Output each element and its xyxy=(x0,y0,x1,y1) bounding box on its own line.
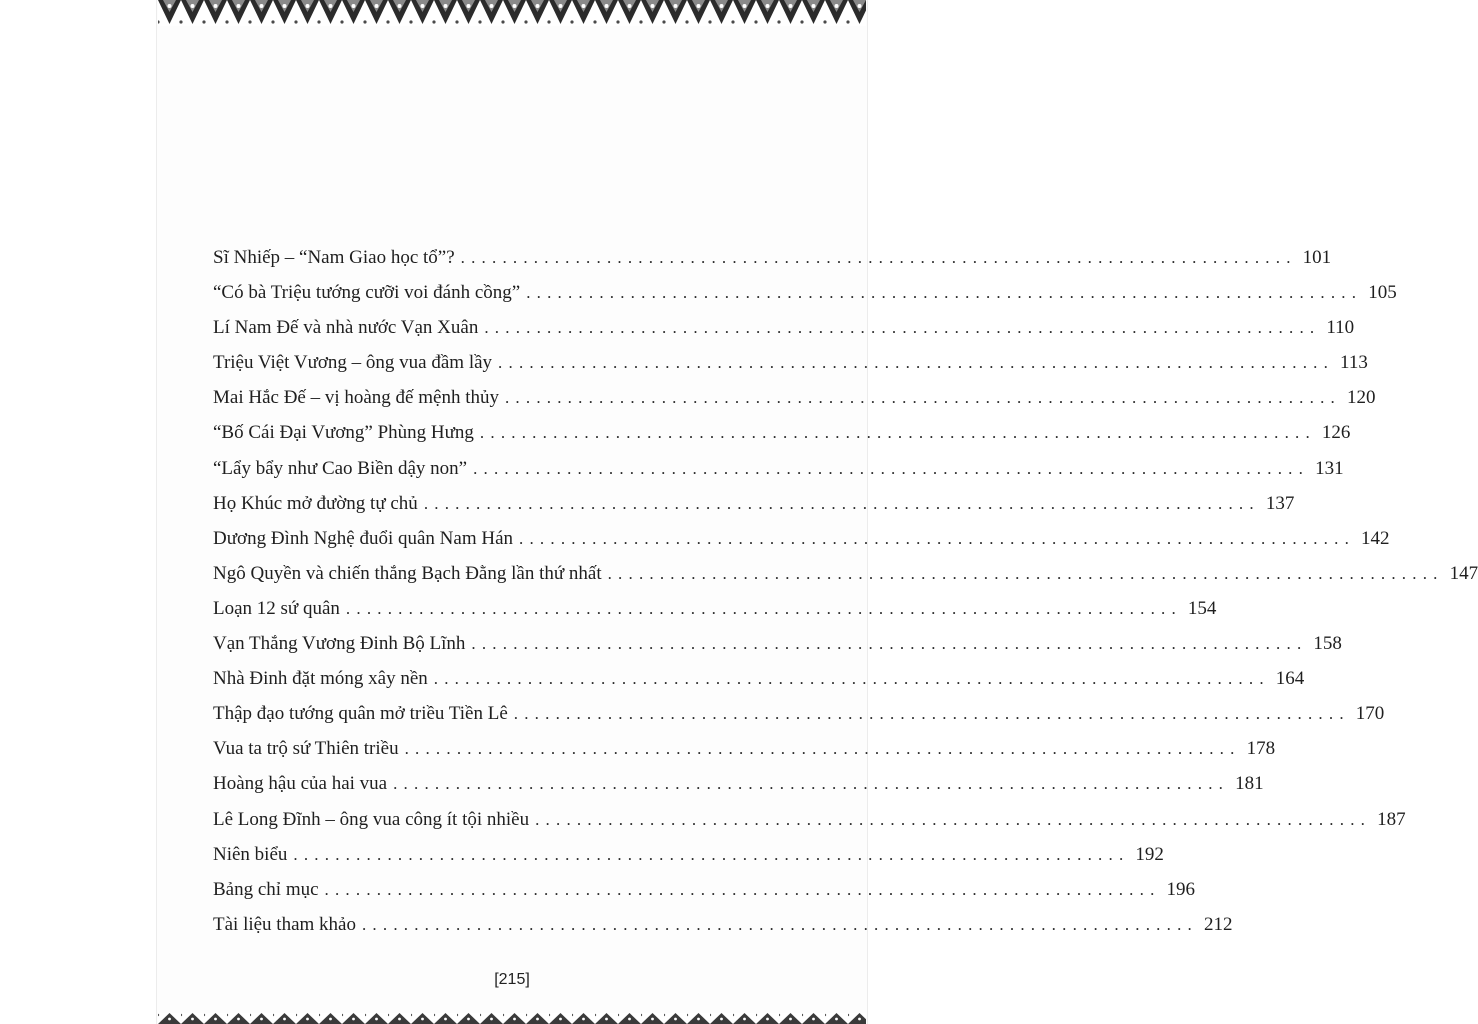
page-edge-left xyxy=(156,0,157,1024)
toc-entry-title: Loạn 12 sứ quân xyxy=(213,597,340,619)
dot-leader: ................................................................................ xyxy=(535,809,1372,829)
toc-entry-page: 142 xyxy=(1361,527,1390,549)
toc-entry-page: 131 xyxy=(1315,457,1344,479)
toc-entry xyxy=(213,451,1344,486)
toc-entry xyxy=(213,345,1368,380)
toc-entry-page: 101 xyxy=(1302,247,1332,268)
toc-entry xyxy=(213,661,1305,696)
toc-entry-title: “Lẩy bẩy như Cao Biền dậy non” xyxy=(213,457,468,479)
toc-entry-page: 164 xyxy=(1275,668,1305,690)
toc-entry-title: “Bố Cái Đại Vương” Phùng Hưng xyxy=(213,422,474,444)
dot-leader: ................................................................................ xyxy=(423,493,1260,513)
toc-entry-title: Tài liệu tham khảo xyxy=(213,913,356,935)
toc-entry-title: “Có bà Triệu tướng cưỡi voi đánh cồng” xyxy=(213,282,521,304)
toc-entry-page: 120 xyxy=(1346,387,1376,409)
toc-entry-page: 126 xyxy=(1321,422,1351,444)
toc-entry-title: Ngô Quyền và chiến thắng Bạch Đằng lần thứ nhất xyxy=(213,562,602,584)
toc-entry-page: 158 xyxy=(1313,633,1342,655)
table-of-contents xyxy=(213,240,1478,942)
dot-leader: ................................................................................ xyxy=(473,458,1310,478)
toc-entry-title: Niên biểu xyxy=(213,843,288,865)
toc-entry xyxy=(213,766,1264,801)
toc-entry-page: 187 xyxy=(1377,808,1406,830)
toc-entry xyxy=(213,486,1295,521)
toc-entry-title: Sĩ Nhiếp – “Nam Giao học tổ”? xyxy=(213,247,455,268)
toc-entry-title: Hoàng hậu của hai vua xyxy=(213,773,388,795)
toc-entry-title: Nhà Đinh đặt móng xây nền xyxy=(213,668,428,690)
toc-entry-title: Vạn Thắng Vương Đinh Bộ Lĩnh xyxy=(213,633,466,655)
toc-entry-page: 105 xyxy=(1368,282,1397,304)
dot-leader: ................................................................................ xyxy=(519,528,1356,548)
toc-entry xyxy=(213,802,1406,837)
toc-entry-page: 137 xyxy=(1265,492,1295,514)
dot-leader: ................................................................................ xyxy=(361,914,1198,934)
toc-entry xyxy=(213,837,1164,872)
dot-leader: ................................................................................ xyxy=(607,563,1444,583)
toc-entry-title: Thập đạo tướng quân mở triều Tiền Lê xyxy=(213,703,508,725)
toc-entry xyxy=(213,696,1385,731)
dot-leader: ................................................................................ xyxy=(345,598,1182,618)
dot-leader: ................................................................................ xyxy=(479,423,1316,443)
dot-leader: ................................................................................ xyxy=(498,353,1335,373)
dot-leader: ................................................................................ xyxy=(460,248,1297,267)
toc-entry-title: Dương Đình Nghệ đuổi quân Nam Hán xyxy=(213,527,514,549)
toc-entry xyxy=(213,380,1376,415)
dot-leader: ................................................................................ xyxy=(404,739,1241,759)
dot-leader: ................................................................................ xyxy=(471,634,1308,654)
dot-leader: ................................................................................ xyxy=(393,774,1230,794)
dot-leader: ................................................................................ xyxy=(484,318,1321,338)
toc-entry-title: Bảng chỉ mục xyxy=(213,878,319,900)
decorative-top-border xyxy=(158,0,866,26)
toc-entry-page: 170 xyxy=(1355,703,1385,725)
toc-entry-page: 181 xyxy=(1235,773,1264,795)
toc-entry-title: Mai Hắc Đế – vị hoàng đế mệnh thủy xyxy=(213,387,499,409)
toc-entry-title: Vua ta trộ sứ Thiên triều xyxy=(213,738,399,760)
toc-entry-title: Lê Long Đĩnh – ông vua công ít tội nhiều xyxy=(213,808,530,830)
dot-leader: ................................................................................ xyxy=(293,844,1130,864)
toc-entry xyxy=(213,626,1342,661)
toc-entry-page: 154 xyxy=(1187,597,1217,619)
toc-entry-page: 196 xyxy=(1166,878,1196,900)
toc-entry-page: 212 xyxy=(1203,913,1233,935)
dot-leader: ................................................................................ xyxy=(504,388,1341,408)
decorative-bottom-border xyxy=(158,1013,866,1024)
dot-leader: ................................................................................ xyxy=(433,669,1270,689)
toc-entry-title: Triệu Việt Vương – ông vua đầm lầy xyxy=(213,352,493,374)
toc-entry xyxy=(213,521,1390,556)
dot-leader: ................................................................................ xyxy=(513,704,1350,724)
toc-entry xyxy=(213,907,1233,942)
toc-entry xyxy=(213,556,1478,591)
toc-entry xyxy=(213,731,1276,766)
dot-leader: ................................................................................ xyxy=(526,283,1363,303)
toc-entry-page: 147 xyxy=(1449,562,1478,584)
toc-entry xyxy=(213,240,1332,275)
page-number: [215] xyxy=(494,971,530,988)
toc-entry xyxy=(213,275,1397,310)
toc-entry-title: Lí Nam Đế và nhà nước Vạn Xuân xyxy=(213,317,479,339)
toc-entry-page: 192 xyxy=(1135,843,1164,865)
toc-entry xyxy=(213,310,1355,345)
toc-entry-page: 113 xyxy=(1340,352,1368,374)
toc-entry xyxy=(213,591,1217,626)
dot-leader: ................................................................................ xyxy=(324,879,1161,899)
toc-entry xyxy=(213,872,1196,907)
toc-entry xyxy=(213,415,1351,450)
toc-entry-page: 178 xyxy=(1246,738,1276,760)
toc-entry-page: 110 xyxy=(1326,317,1355,339)
toc-entry-title: Họ Khúc mở đường tự chủ xyxy=(213,492,418,514)
